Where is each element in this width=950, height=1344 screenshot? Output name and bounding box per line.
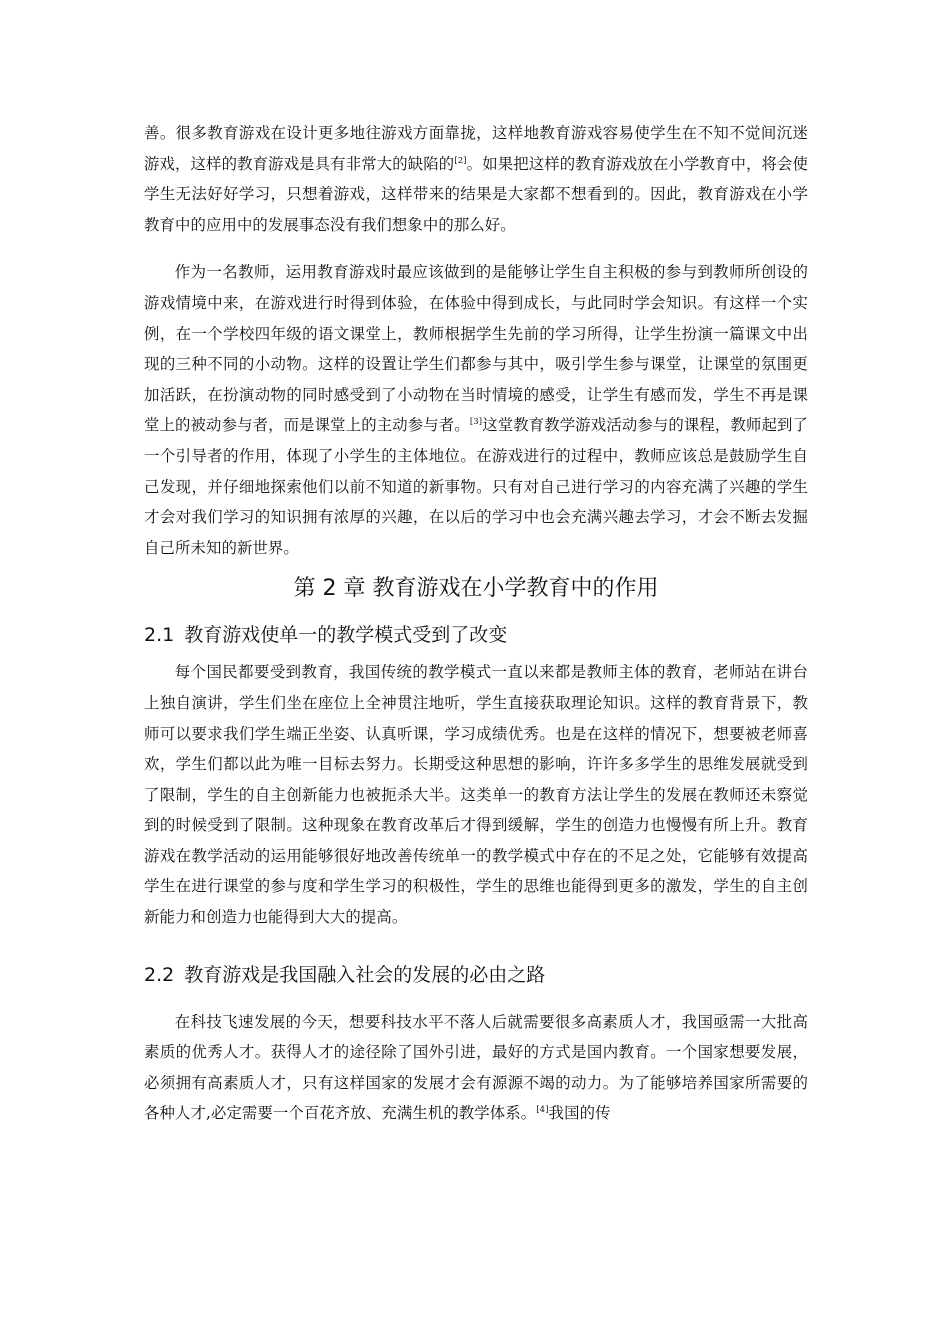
spacer — [144, 933, 808, 951]
section-number: 2.1 — [144, 624, 175, 647]
section-heading-2-2 — [144, 955, 808, 995]
paragraph-text: 我国的传 — [548, 1104, 611, 1123]
citation-ref: [4] — [536, 1105, 549, 1116]
document-page — [144, 118, 808, 1129]
paragraph-talent — [144, 1007, 808, 1129]
citation-ref: [2] — [454, 155, 467, 166]
paragraph-text: 作为一名教师，运用教育游戏时最应该做到的是能够让学生自主积极的参与到教师所创设的游戏情境中来，在游戏进行时得到体验，在体验中得到成长，与此同时学会知识。有这样一个实例，在一个学校四年级的语文课堂上，教师根据学生先前的学习所得，让学生扮演一篇课文中出现的三种不同的小动物。这样的设置让学生们都参与其中，吸引学生参与课堂，让课堂的氛围更加活跃，在扮演动物的同时感受到了小动物在当时情境的感受，让学生有感而发，学生不再是课堂上的被动参与者，而是课堂上的主动参与者。 — [144, 263, 808, 435]
section-title: 教育游戏使单一的教学模式受到了改变 — [184, 624, 508, 647]
paragraph-teaching-mode — [144, 657, 808, 932]
paragraph-text: 善。很多教育游戏在设计更多地往游戏方面靠拢，这样地教育游戏容易使学生在不知不觉间沉迷游戏，这样的教育游戏是具有非常大的缺陷的 — [144, 124, 808, 173]
spacer — [144, 997, 808, 1007]
paragraph-teacher-role — [144, 257, 808, 563]
paragraph-text: 这堂教育教学游戏活动参与的课程，教师起到了一个引导者的作用，体现了小学生的主体地位。在游戏进行的过程中，教师应该总是鼓励学生自己发现，并仔细地探索他们以前不知道的新事物。只有对自己进行学习的内容充满了兴趣的学生才会对我们学习的知识拥有浓厚的兴趣，在以后的学习中也会充满兴趣去学习，才会不断去发掘自己所未知的新世界。 — [144, 416, 808, 557]
paragraph-continued — [144, 118, 808, 240]
paragraph-text: 每个国民都要受到教育，我国传统的教学模式一直以来都是教师主体的教育，老师站在讲台上独自演讲，学生们坐在座位上全神贯注地听，学生直接获取理论知识。这样的教育背景下，教师可以要求我们学生端正坐姿、认真听课，学习成绩优秀。也是在这样的情况下，想要被老师喜欢，学生们都以此为唯一目标去努力。长期受这种思想的影响，许许多多学生的思维发展就受到了限制，学生的自主创新能力也被扼杀大半。这类单一的教育方法让学生的发展在教师还未察觉到的时候受到了限制。这种现象在教育改革后才得到缓解，学生的创造力也慢慢有所上升。教育游戏在教学活动的运用能够很好地改善传统单一的教学模式中存在的不足之处，它能够有效提高学生在进行课堂的参与度和学生学习的积极性，学生的思维也能得到更多的激发，学生的自主创新能力和创造力也能得到大大的提高。 — [144, 663, 808, 927]
paragraph-text: 在科技飞速发展的今天，想要科技水平不落人后就需要很多高素质人才，我国亟需一大批高素质的优秀人才。获得人才的途径除了国外引进，最好的方式是国内教育。一个国家想要发展，必须拥有高素质人才，只有这样国家的发展才会有源源不竭的动力。为了能够培养国家所需要的各种人才,必定需要一个百花齐放、充满生机的教学体系。 — [144, 1012, 808, 1123]
paragraph-text: 。如果把这样的教育游戏放在小学教育中，将会使学生无法好好学习，只想着游戏，这样带来的结果是大家都不想看到的。因此，教育游戏在小学教育中的应用中的发展事态没有我们想象中的那么好。 — [144, 154, 808, 234]
citation-ref: [3] — [469, 417, 483, 428]
chapter-title: 第 2 章 教育游戏在小学教育中的作用 — [293, 576, 659, 602]
section-title: 教育游戏是我国融入社会的发展的必由之路 — [184, 963, 546, 986]
section-number: 2.2 — [144, 963, 175, 986]
section-heading-2-1 — [144, 615, 808, 655]
